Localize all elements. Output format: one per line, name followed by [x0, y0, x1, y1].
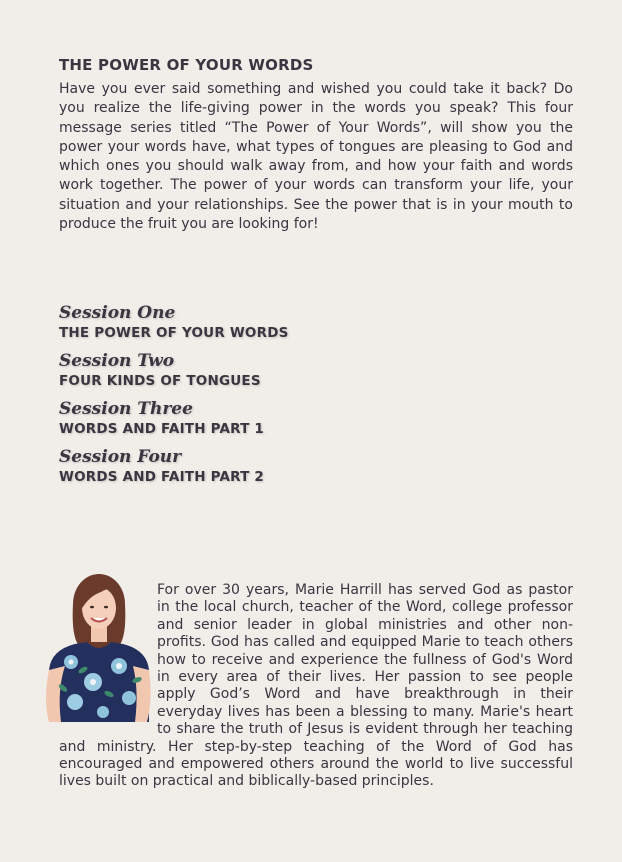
- session-title: FOUR KINDS OF TONGUES: [59, 373, 261, 389]
- session-item: [59, 446, 459, 486]
- session-title: WORDS AND FAITH PART 1: [59, 421, 264, 437]
- session-label: Session Four: [59, 447, 182, 467]
- session-title: THE POWER OF YOUR WORDS: [59, 325, 289, 341]
- session-label: Session One: [59, 303, 176, 323]
- session-label: Session Two: [59, 351, 175, 371]
- page-title: THE POWER OF YOUR WORDS: [59, 56, 314, 74]
- session-list: [59, 302, 459, 494]
- session-label: Session Three: [59, 399, 193, 419]
- bio-text: For over 30 years, Marie Harrill has served God as pastor in the local church, teacher of the Word, college professor and senior leader in global ministries and other non-profits. God has called and equipped Marie to teach others how to receive and experience the fullness of God's Word in every area of their lives. Her passion to see people apply God’s Word and have breakthrough in their everyday lives has been a blessing to many. Marie's heart to share the truth of Jesus is evident through her teaching and ministry. Her step-by-step teaching of the Word of God has encouraged and empowered others around the world to live successful lives built on practical and biblically-based principles.: [59, 582, 573, 790]
- author-portrait: [41, 570, 153, 722]
- intro-paragraph: Have you ever said something and wished you could take it back? Do you realize the life-giving power in the words you speak? This four message series titled “The Power of Your Words”, will show you the power your words have, what types of tongues are pleasing to God and which ones you should walk away from, and how your faith and words work together. The power of your words can transform your life, your situation and your relationships. See the power that is in your mouth to produce the fruit you are looking for!: [59, 81, 573, 233]
- author-bio: [59, 582, 573, 791]
- session-item: [59, 302, 459, 342]
- session-item: [59, 350, 459, 390]
- session-item: [59, 398, 459, 438]
- session-title: WORDS AND FAITH PART 2: [59, 469, 264, 485]
